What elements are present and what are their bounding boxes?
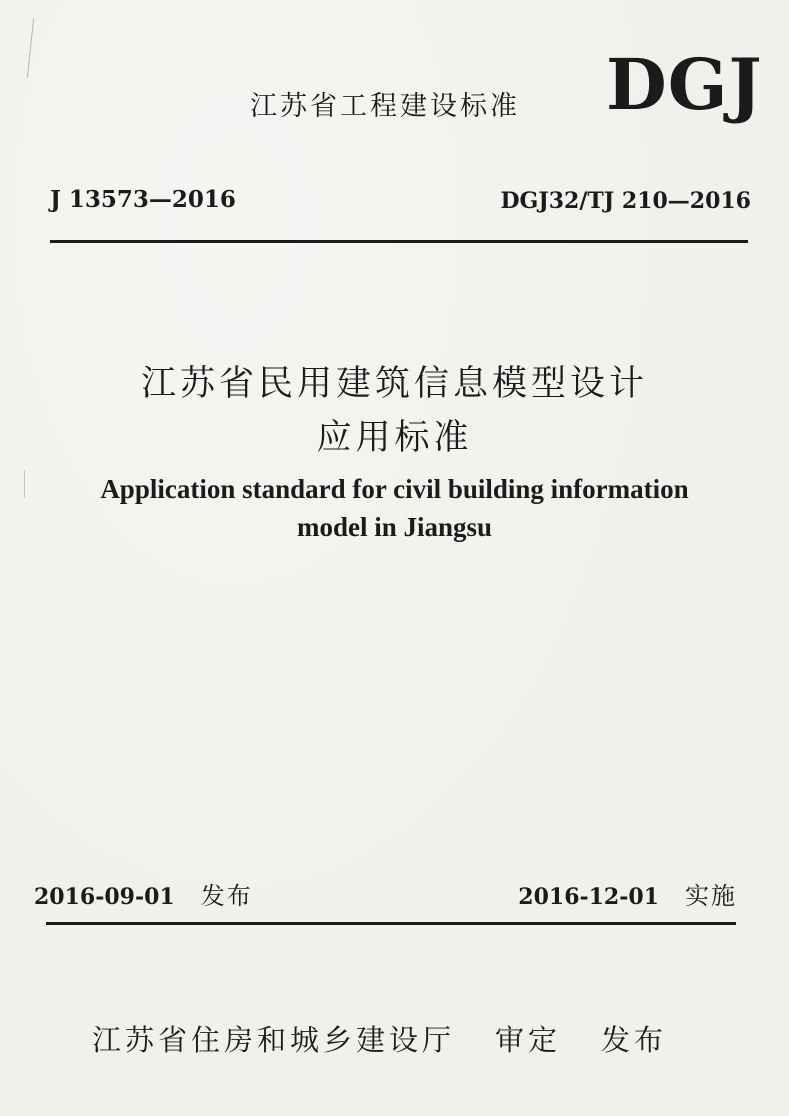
publish-label: 发布 — [200, 882, 253, 910]
issuing-authority — [92, 1018, 667, 1059]
publish-date-row — [34, 876, 253, 911]
approve-label: 审定 — [495, 1023, 562, 1057]
top-divider — [50, 240, 748, 243]
standard-number: DGJ32/TJ 210—2016 — [500, 188, 751, 214]
implement-date: 2016-12-01 — [518, 884, 659, 910]
title-english-line-1: Application standard for civil building information — [100, 474, 689, 504]
implement-date-row — [518, 876, 737, 911]
implement-label: 实施 — [685, 882, 737, 910]
title-chinese-line-2: 应用标准 — [316, 418, 473, 458]
title-chinese-line-1: 江苏省民用建筑信息模型设计 — [140, 364, 648, 404]
bottom-divider — [46, 922, 736, 925]
issuer-heading: 江苏省工程建设标准 — [250, 91, 520, 122]
publish-date: 2016-09-01 — [34, 884, 175, 910]
scan-mark — [27, 18, 34, 78]
record-number: J 13573—2016 — [50, 186, 236, 213]
release-label: 发布 — [601, 1023, 668, 1057]
authority-name: 江苏省住房和城乡建设厅 — [92, 1023, 456, 1057]
standard-series-mark: DGJ — [606, 43, 763, 126]
title-english-line-2: model in Jiangsu — [296, 512, 493, 542]
